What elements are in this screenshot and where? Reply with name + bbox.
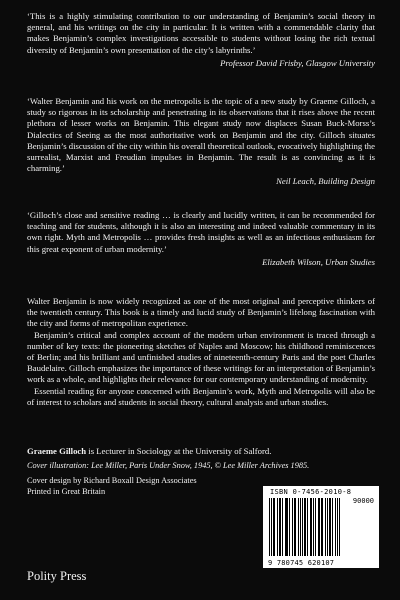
barcode-icon	[269, 498, 341, 556]
author-bio-text: is Lecturer in Sociology at the University of Salford.	[86, 446, 272, 456]
book-description	[27, 296, 375, 408]
quote-text: ‘Walter Benjamin and his work on the metropolis is the topic of a new study by Graeme Gilloch, a study so rigorous in its scholarship and penetrating in its observations that it rises above the recent plethora of lesser works on Benjamin. This elegant study now displaces Susan Buck-Morss’s Dialectics of Seeing as the most authoritative work on Benjamin and the city. Gilloch situates Benjamin’s discussion of the city within his overall theoretical outlook, evocatively highlighting the surrealist, Marxist and Freudian impulses in Benjamin. The result is as convincing as it is charming.’	[27, 96, 375, 174]
author-name: Graeme Gilloch	[27, 446, 87, 456]
isbn-number: ISBN 0-7456-2010-8	[270, 488, 352, 496]
description-paragraph: Essential reading for anyone concerned with Benjamin’s work, Myth and Metropolis will also be of interest to scholars and students in social theory, cultural analysis and urban studies.	[27, 385, 375, 407]
review-quote-2	[27, 96, 375, 188]
production-credits	[27, 476, 197, 497]
quote-text: ‘Gilloch’s close and sensitive reading … is clearly and lucidly written, it can be recommended for teaching and for students, although it is also an interesting and indeed valuable commentary in its own right. Myth and Metropolis … provides fresh insights as well as an infectious enthusiasm for this great exponent of urban modernity.’	[27, 210, 375, 254]
author-bio	[27, 446, 271, 457]
ean-number: 9 780745 620107	[268, 559, 335, 567]
publisher-name: Polity Press	[27, 569, 87, 583]
quote-text: ‘This is a highly stimulating contribution to our understanding of Benjamin’s social theory in general, and his writings on the city in particular. It is written with a commendable clarity that makes Benjamin’s complex investigations accessible to students without losing the rich textual diversity of Benjamin’s own presentation of the city’s labyrinths.’	[27, 11, 375, 55]
description-paragraph: Benjamin’s critical and complex account of the modern urban environment is traced through a number of key texts: the pioneering sketches of Naples and Moscow; his childhood reminiscences of Berlin; and his brilliant and unfinished studies of nineteenth-century Paris and the poet Charles Baudelaire. Gilloch emphasizes the importance of these writings for an interpretation of Benjamin’s work as a whole, and highlights their relevance for our contemporary understanding of modernity.	[27, 329, 375, 385]
quote-attribution: Neil Leach, Building Design	[276, 176, 375, 187]
design-credit: Cover design by Richard Boxall Design Associates	[27, 476, 197, 485]
price-code: 90000	[352, 497, 374, 505]
quote-attribution: Professor David Frisby, Glasgow University	[220, 57, 375, 68]
description-paragraph: Walter Benjamin is now widely recognized as one of the most original and perceptive thinkers of the twentieth century. This book is a timely and lucid study of Benjamin’s lifelong fascination with the city and forms of metropolitan experience.	[27, 296, 375, 329]
printed-in: Printed in Great Britain	[27, 486, 106, 496]
review-quote-3	[27, 210, 375, 268]
barcode-panel	[263, 486, 379, 568]
review-quote-1	[27, 11, 375, 69]
quote-attribution: Elizabeth Wilson, Urban Studies	[262, 256, 375, 267]
cover-illustration-credit: Cover illustration: Lee Miller, Paris Under Snow, 1945, © Lee Miller Archives 1985.	[27, 461, 310, 470]
